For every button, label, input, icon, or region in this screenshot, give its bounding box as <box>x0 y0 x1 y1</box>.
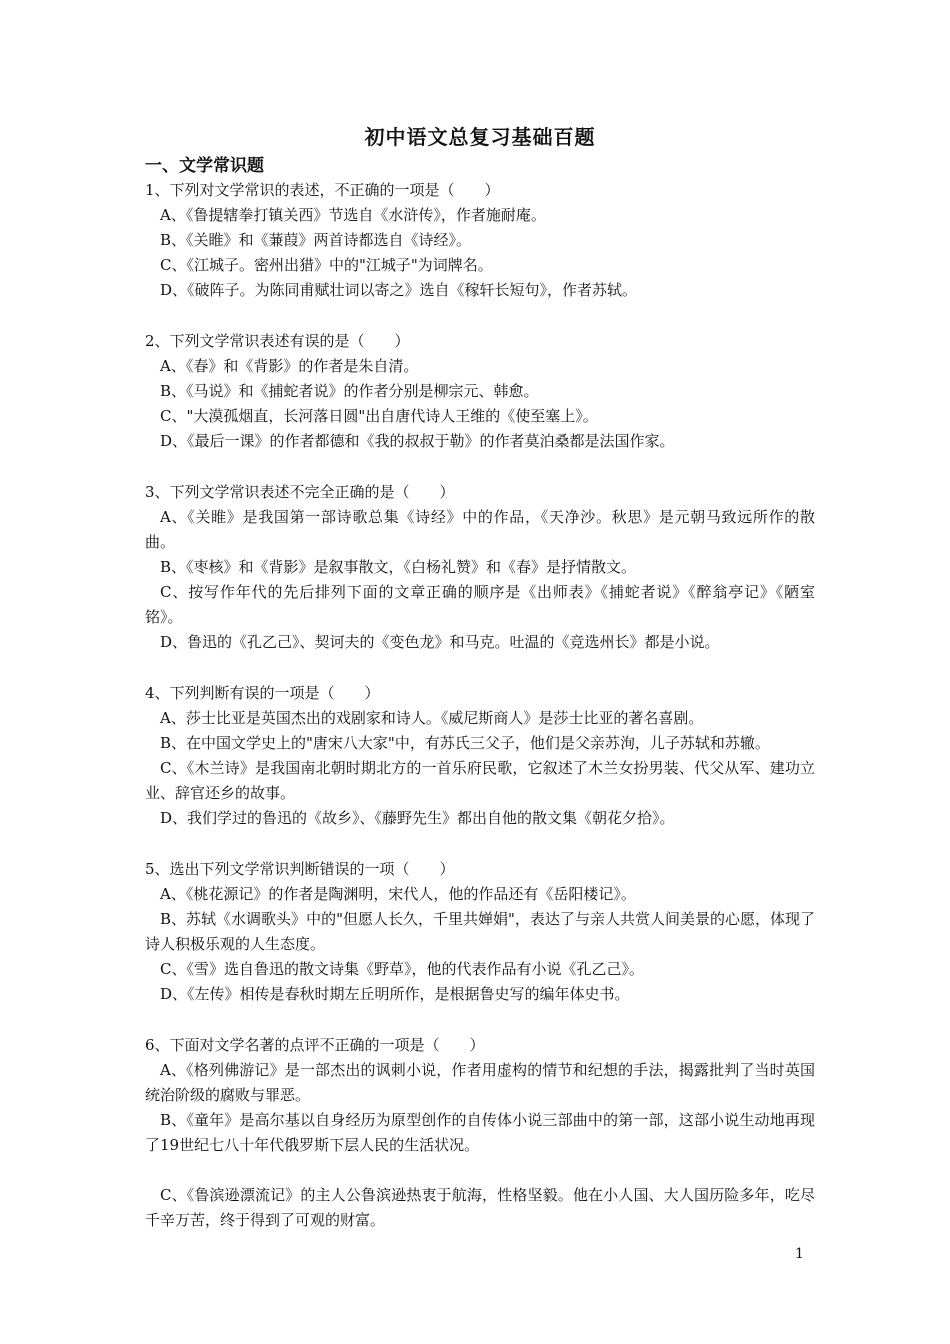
question-4 <box>145 681 815 831</box>
question-6 <box>145 1033 815 1233</box>
question-stem: 3、下列文学常识表述不完全正确的是（ ） <box>145 483 455 501</box>
option-d: D、我们学过的鲁迅的《故乡》、《藤野先生》都出自他的散文集《朝花夕拾》。 <box>160 809 675 827</box>
page-number: 1 <box>795 1246 804 1262</box>
option-b: B、苏轼《水调歌头》中的"但愿人长久，千里共婵娟"，表达了与亲人共赏人间美景的心愿，体现了诗人积极乐观的人生态度。 <box>145 910 815 953</box>
option-c: C、《江城子。密州出猎》中的"江城子"为词牌名。 <box>160 256 493 274</box>
option-a: A、《桃花源记》的作者是陶渊明，宋代人，他的作品还有《岳阳楼记》。 <box>160 885 636 903</box>
option-b: B、《马说》和《捕蛇者说》的作者分别是柳宗元、韩愈。 <box>160 382 539 400</box>
option-a: A、莎士比亚是英国杰出的戏剧家和诗人。《威尼斯商人》是莎士比亚的著名喜剧。 <box>160 709 704 727</box>
option-c: C、按写作年代的先后排列下面的文章正确的顺序是《出师表》《捕蛇者说》《醉翁亭记》《陋室铭》。 <box>145 583 815 626</box>
option-d: D、《最后一课》的作者都德和《我的叔叔于勒》的作者莫泊桑都是法国作家。 <box>160 432 675 450</box>
section-title: 一、文学常识题 <box>145 156 264 176</box>
option-a: A、《鲁提辖拳打镇关西》节选自《水浒传》，作者施耐庵。 <box>160 206 546 224</box>
option-d: D、《左传》相传是春秋时期左丘明所作，是根据鲁史写的编年体史书。 <box>160 985 630 1003</box>
option-a: A、《春》和《背影》的作者是朱自清。 <box>160 357 419 375</box>
option-a: A、《格列佛游记》是一部杰出的讽刺小说，作者用虚构的情节和纪想的手法，揭露批判了当时英国统治阶级的腐败与罪恶。 <box>145 1061 815 1104</box>
question-3 <box>145 480 815 655</box>
question-5 <box>145 857 815 1007</box>
question-stem: 2、下列文学常识表述有误的是（ ） <box>145 332 410 350</box>
document-title: 初中语文总复习基础百题 <box>364 125 596 149</box>
option-c: C、《雪》选自鲁迅的散文诗集《野草》，他的代表作品有小说《孔乙己》。 <box>160 960 644 978</box>
question-stem: 6、下面对文学名著的点评不正确的一项是（ ） <box>145 1036 485 1054</box>
option-d: D、《破阵子。为陈同甫赋壮词以寄之》选自《稼轩长短句》，作者苏轼。 <box>160 281 638 299</box>
option-a: A、《关睢》是我国第一部诗歌总集《诗经》中的作品，《天净沙。秋思》是元朝马致远所作的散曲。 <box>145 508 815 551</box>
question-1 <box>145 178 815 303</box>
option-d: D、鲁迅的《孔乙己》、契诃夫的《变色龙》和马克。吐温的《竞选州长》都是小说。 <box>160 633 720 651</box>
option-c: C、"大漠孤烟直，长河落日圆"出自唐代诗人王维的《使至塞上》。 <box>160 407 598 425</box>
question-stem: 5、选出下列文学常识判断错误的一项（ ） <box>145 860 455 878</box>
question-stem: 4、下列判断有误的一项是（ ） <box>145 684 380 702</box>
page-content <box>145 122 815 1233</box>
question-2 <box>145 329 815 454</box>
option-b: B、《关睢》和《蒹葭》两首诗都选自《诗经》。 <box>160 231 472 249</box>
option-c: C、《木兰诗》是我国南北朝时期北方的一首乐府民歌，它叙述了木兰女扮男装、代父从军、建功立业、辞官还乡的故事。 <box>145 759 815 802</box>
option-b: B、《枣核》和《背影》是叙事散文，《白杨礼赞》和《春》是抒情散文。 <box>160 558 637 576</box>
option-b: B、《童年》是高尔基以自身经历为原型创作的自传体小说三部曲中的第一部，这部小说生动地再现了19世纪七八十年代俄罗斯下层人民的生活状况。 <box>145 1111 815 1154</box>
question-stem: 1、下列对文学常识的表述，不正确的一项是（ ） <box>145 181 500 199</box>
option-c: C、《鲁滨逊漂流记》的主人公鲁滨逊热衷于航海，性格坚毅。他在小人国、大人国历险多年，吃尽千辛万苦，终于得到了可观的财富。 <box>145 1186 815 1229</box>
option-b: B、在中国文学史上的"唐宋八大家"中，有苏氏三父子，他们是父亲苏洵，儿子苏轼和苏辙。 <box>160 734 770 752</box>
